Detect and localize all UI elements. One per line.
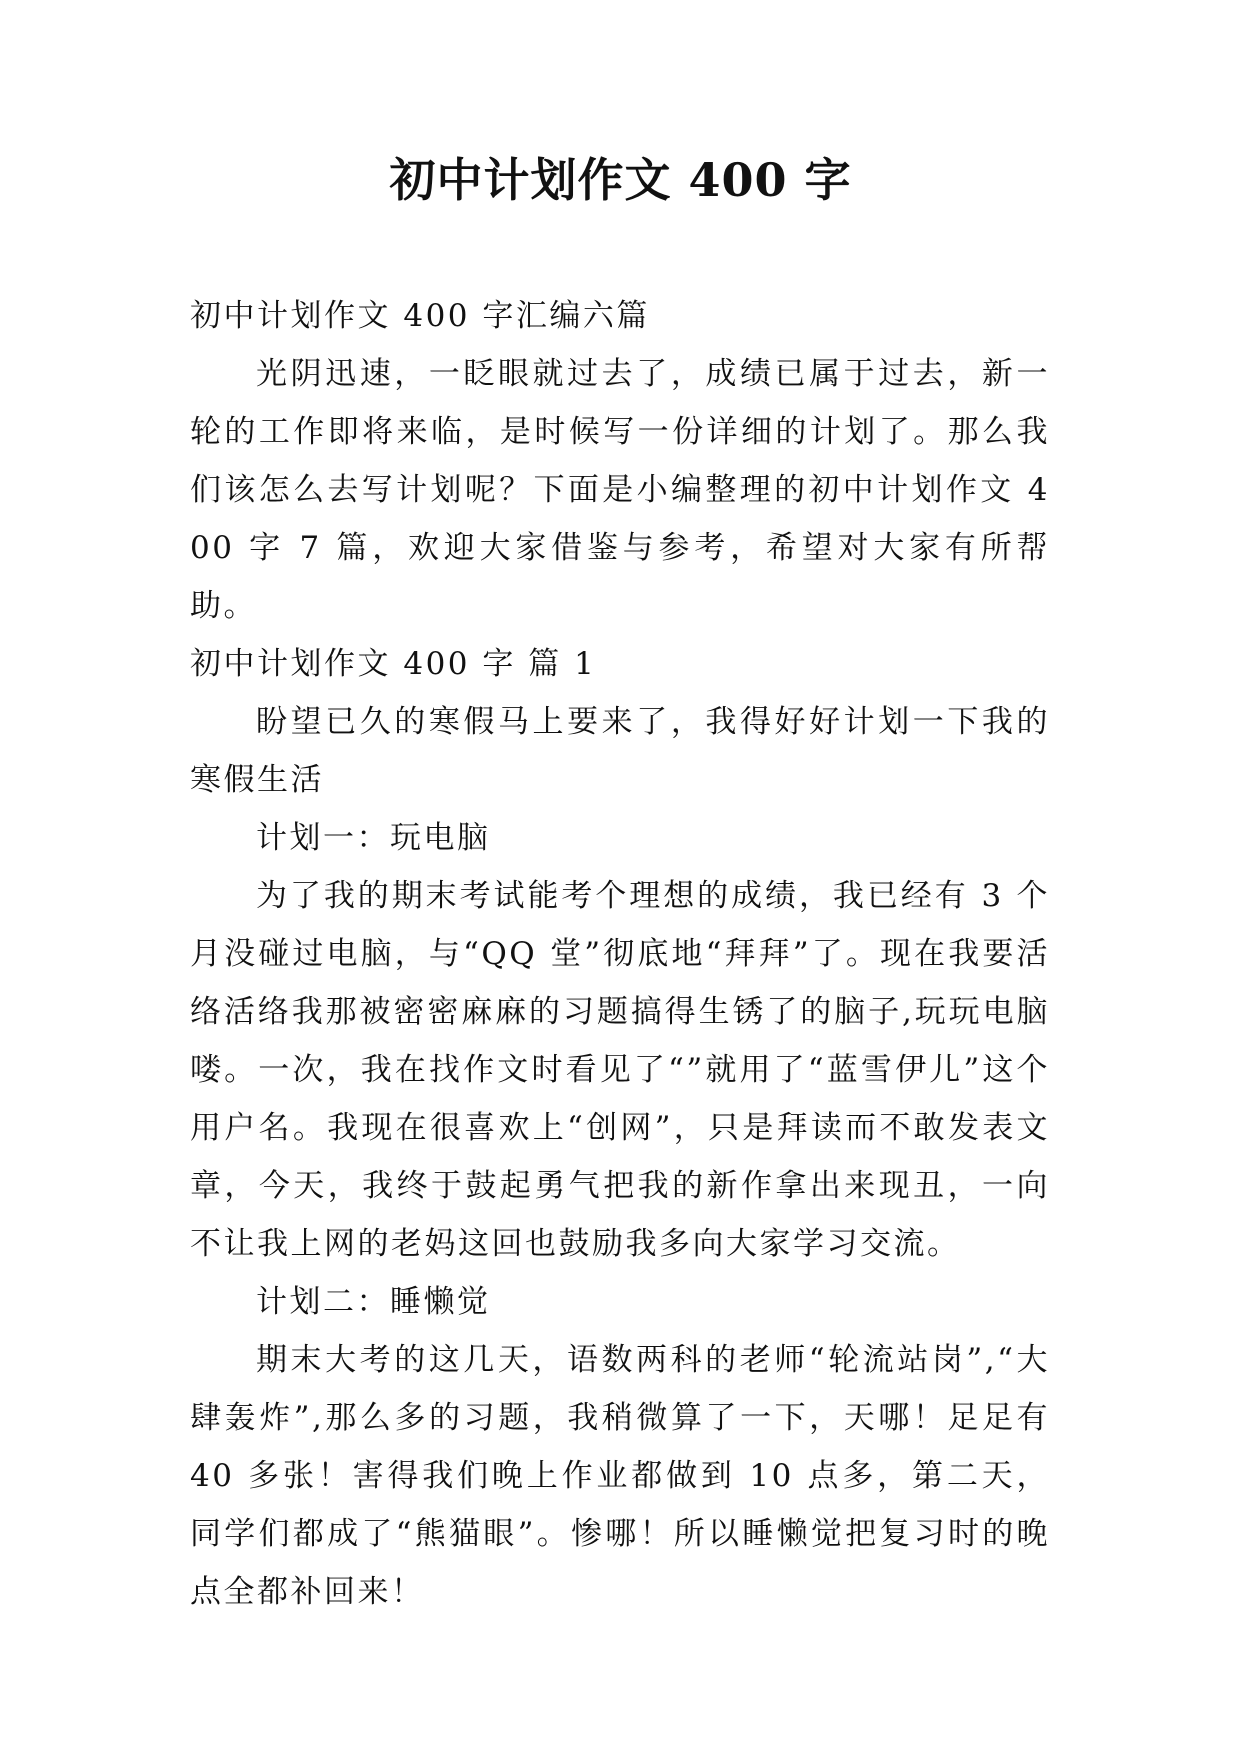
section-heading-1: 初中计划作文 400 字 篇 1	[190, 646, 597, 682]
plan-heading-2: 计划二：睡懒觉	[256, 1284, 491, 1320]
document-body	[190, 287, 1050, 1621]
plan-heading-1: 计划一：玩电脑	[256, 820, 491, 856]
paragraph: 盼望已久的寒假马上要来了，我得好好计划一下我的寒假生活	[190, 704, 1050, 798]
paragraph: 期末大考的这几天，语数两科的老师“轮流站岗”,“大肆轰炸”,那么多的习题，我稍微算了一下，天哪！足足有 40 多张！害得我们晚上作业都做到 10 点多，第二天，同学们都成了“熊猫眼”。惨哪！所以睡懒觉把复习时的晚点全都补回来！	[190, 1342, 1050, 1610]
paragraph: 为了我的期末考试能考个理想的成绩，我已经有 3 个月没碰过电脑，与“QQ 堂”彻底地“拜拜”了。现在我要活络活络我那被密密麻麻的习题搞得生锈了的脑子,玩玩电脑喽。一次，我在找作文时看见了“”就用了“蓝雪伊儿”这个用户名。我现在很喜欢上“创网”，只是拜读而不敢发表文章，今天，我终于鼓起勇气把我的新作拿出来现丑，一向不让我上网的老妈这回也鼓励我多向大家学习交流。	[190, 878, 1050, 1262]
paragraph-intro-heading: 初中计划作文 400 字汇编六篇	[190, 298, 650, 334]
document-title: 初中计划作文 400 字	[389, 153, 852, 207]
paragraph-intro: 光阴迅速，一眨眼就过去了，成绩已属于过去，新一轮的工作即将来临，是时候写一份详细的计划了。那么我们该怎么去写计划呢？下面是小编整理的初中计划作文 400 字 7 篇，欢迎大家借鉴与参考，希望对大家有所帮助。	[190, 356, 1050, 624]
